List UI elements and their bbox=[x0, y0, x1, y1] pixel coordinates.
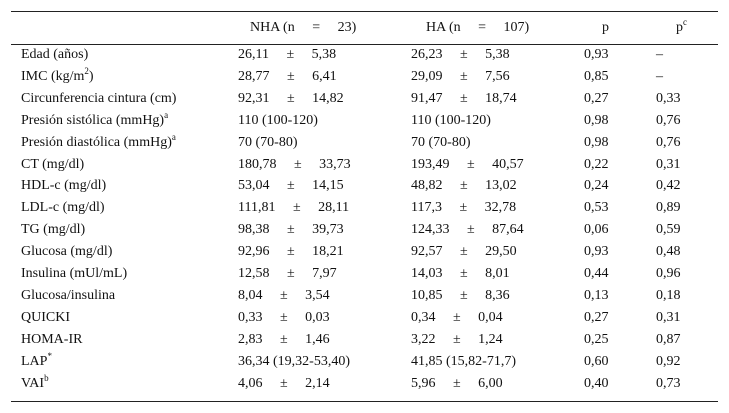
row-4-pc: 0,76 bbox=[656, 135, 681, 150]
row-10-p: 0,44 bbox=[584, 266, 609, 281]
row-9-nha: 92,96 ± 18,21 bbox=[238, 244, 344, 259]
row-7-nha: 111,81 ± 28,11 bbox=[238, 200, 350, 215]
row-5-label bbox=[21, 154, 84, 176]
row-11-pc: 0,18 bbox=[656, 288, 681, 303]
row-label-text: Glucosa (mg/dl) bbox=[21, 244, 113, 259]
row-4-p: 0,98 bbox=[584, 135, 609, 150]
row-label-tail: ) bbox=[88, 69, 94, 84]
row-label-text: Presión diastólica (mmHg) bbox=[21, 135, 172, 150]
row-8-p: 0,06 bbox=[584, 222, 609, 237]
row-13-p: 0,25 bbox=[584, 332, 609, 347]
row-9-label bbox=[21, 241, 112, 263]
row-2-ha: 91,47 ± 18,74 bbox=[411, 91, 517, 106]
row-9-p: 0,93 bbox=[584, 244, 609, 259]
row-11-label bbox=[21, 285, 115, 307]
row-label-text: HDL-c (mg/dl) bbox=[21, 178, 107, 193]
row-12-pc: 0,31 bbox=[656, 310, 681, 325]
row-2-label bbox=[21, 88, 176, 110]
row-label-superscript: a bbox=[171, 132, 176, 142]
row-7-ha: 117,3 ± 32,78 bbox=[411, 200, 517, 215]
row-label-text: VAI bbox=[21, 376, 45, 391]
row-15-pc: 0,73 bbox=[656, 376, 681, 391]
row-label-superscript: 2 bbox=[84, 66, 89, 76]
row-12-nha: 0,33 ± 0,03 bbox=[238, 310, 330, 325]
row-1-p: 0,85 bbox=[584, 69, 609, 84]
row-label-text: Circunferencia cintura (cm) bbox=[21, 91, 177, 106]
row-5-nha: 180,78 ± 33,73 bbox=[238, 157, 351, 172]
row-5-p: 0,22 bbox=[584, 157, 609, 172]
header-pc-text: p bbox=[676, 20, 683, 35]
row-13-ha: 3,22 ± 1,24 bbox=[411, 332, 503, 347]
row-0-pc: – bbox=[656, 47, 663, 62]
row-1-pc: – bbox=[656, 69, 663, 84]
row-0-ha: 26,23 ± 5,38 bbox=[411, 47, 510, 62]
row-5-pc: 0,31 bbox=[656, 157, 681, 172]
header-nha: NHA (n = 23) bbox=[250, 20, 357, 35]
row-0-nha: 26,11 ± 5,38 bbox=[238, 47, 337, 62]
row-12-ha: 0,34 ± 0,04 bbox=[411, 310, 503, 325]
row-6-label bbox=[21, 175, 106, 197]
row-6-pc: 0,42 bbox=[656, 178, 681, 193]
row-3-ha: 110 (100-120) bbox=[411, 113, 491, 128]
table-bottom-rule bbox=[11, 401, 718, 402]
row-8-nha: 98,38 ± 39,73 bbox=[238, 222, 344, 237]
row-15-ha: 5,96 ± 6,00 bbox=[411, 376, 503, 391]
row-1-ha: 29,09 ± 7,56 bbox=[411, 69, 510, 84]
row-11-ha: 10,85 ± 8,36 bbox=[411, 288, 510, 303]
row-14-p: 0,60 bbox=[584, 354, 609, 369]
row-label-text: Edad (años) bbox=[21, 47, 89, 62]
row-0-p: 0,93 bbox=[584, 47, 609, 62]
row-2-nha: 92,31 ± 14,82 bbox=[238, 91, 344, 106]
row-6-p: 0,24 bbox=[584, 178, 609, 193]
row-10-pc: 0,96 bbox=[656, 266, 681, 281]
row-7-pc: 0,89 bbox=[656, 200, 681, 215]
row-12-label bbox=[21, 307, 70, 329]
header-p-corrected bbox=[676, 17, 687, 39]
row-label-text: Glucosa/insulina bbox=[21, 288, 116, 303]
row-label-text: TG (mg/dl) bbox=[21, 222, 86, 237]
row-label-text: Presión sistólica (mmHg) bbox=[21, 113, 165, 128]
row-9-pc: 0,48 bbox=[656, 244, 681, 259]
row-11-p: 0,13 bbox=[584, 288, 609, 303]
row-10-ha: 14,03 ± 8,01 bbox=[411, 266, 510, 281]
row-8-label bbox=[21, 219, 85, 241]
row-3-pc: 0,76 bbox=[656, 113, 681, 128]
row-13-pc: 0,87 bbox=[656, 332, 681, 347]
row-3-label bbox=[21, 110, 168, 132]
row-15-label bbox=[21, 373, 49, 395]
row-15-p: 0,40 bbox=[584, 376, 609, 391]
header-ha: HA (n = 107) bbox=[426, 20, 530, 35]
row-8-pc: 0,59 bbox=[656, 222, 681, 237]
table-header-rule bbox=[11, 44, 718, 45]
row-4-nha: 70 (70-80) bbox=[238, 135, 298, 150]
row-1-nha: 28,77 ± 6,41 bbox=[238, 69, 337, 84]
row-7-p: 0,53 bbox=[584, 200, 609, 215]
row-2-pc: 0,33 bbox=[656, 91, 681, 106]
header-p: p bbox=[602, 20, 609, 35]
row-label-text: QUICKI bbox=[21, 310, 70, 325]
row-14-nha: 36,34 (19,32-53,40) bbox=[238, 354, 350, 369]
row-8-ha: 124,33 ± 87,64 bbox=[411, 222, 524, 237]
row-15-nha: 4,06 ± 2,14 bbox=[238, 376, 330, 391]
row-label-text: LDL-c (mg/dl) bbox=[21, 200, 105, 215]
row-14-label bbox=[21, 351, 52, 373]
row-1-label bbox=[21, 66, 94, 88]
header-pc-sup: c bbox=[683, 17, 687, 27]
row-10-label bbox=[21, 263, 127, 285]
row-label-text: IMC (kg/m bbox=[21, 69, 85, 84]
row-label-text: Insulina (mUl/mL) bbox=[21, 266, 128, 281]
row-6-ha: 48,82 ± 13,02 bbox=[411, 178, 517, 193]
row-6-nha: 53,04 ± 14,15 bbox=[238, 178, 344, 193]
row-4-label bbox=[21, 132, 176, 154]
row-label-text: CT (mg/dl) bbox=[21, 157, 85, 172]
row-3-p: 0,98 bbox=[584, 113, 609, 128]
row-14-ha: 41,85 (15,82-71,7) bbox=[411, 354, 516, 369]
row-label-superscript: b bbox=[44, 373, 49, 383]
table-top-rule bbox=[11, 11, 718, 12]
row-7-label bbox=[21, 197, 105, 219]
row-0-label bbox=[21, 44, 88, 66]
row-2-p: 0,27 bbox=[584, 91, 609, 106]
row-11-nha: 8,04 ± 3,54 bbox=[238, 288, 330, 303]
row-5-ha: 193,49 ± 40,57 bbox=[411, 157, 524, 172]
row-12-p: 0,27 bbox=[584, 310, 609, 325]
row-label-text: HOMA-IR bbox=[21, 332, 83, 347]
row-3-nha: 110 (100-120) bbox=[238, 113, 318, 128]
row-label-superscript: * bbox=[47, 351, 52, 361]
row-13-nha: 2,83 ± 1,46 bbox=[238, 332, 330, 347]
row-10-nha: 12,58 ± 7,97 bbox=[238, 266, 337, 281]
row-label-superscript: a bbox=[164, 110, 169, 120]
row-14-pc: 0,92 bbox=[656, 354, 681, 369]
row-label-text: LAP bbox=[21, 354, 48, 369]
row-13-label bbox=[21, 329, 82, 351]
row-9-ha: 92,57 ± 29,50 bbox=[411, 244, 517, 259]
row-4-ha: 70 (70-80) bbox=[411, 135, 471, 150]
